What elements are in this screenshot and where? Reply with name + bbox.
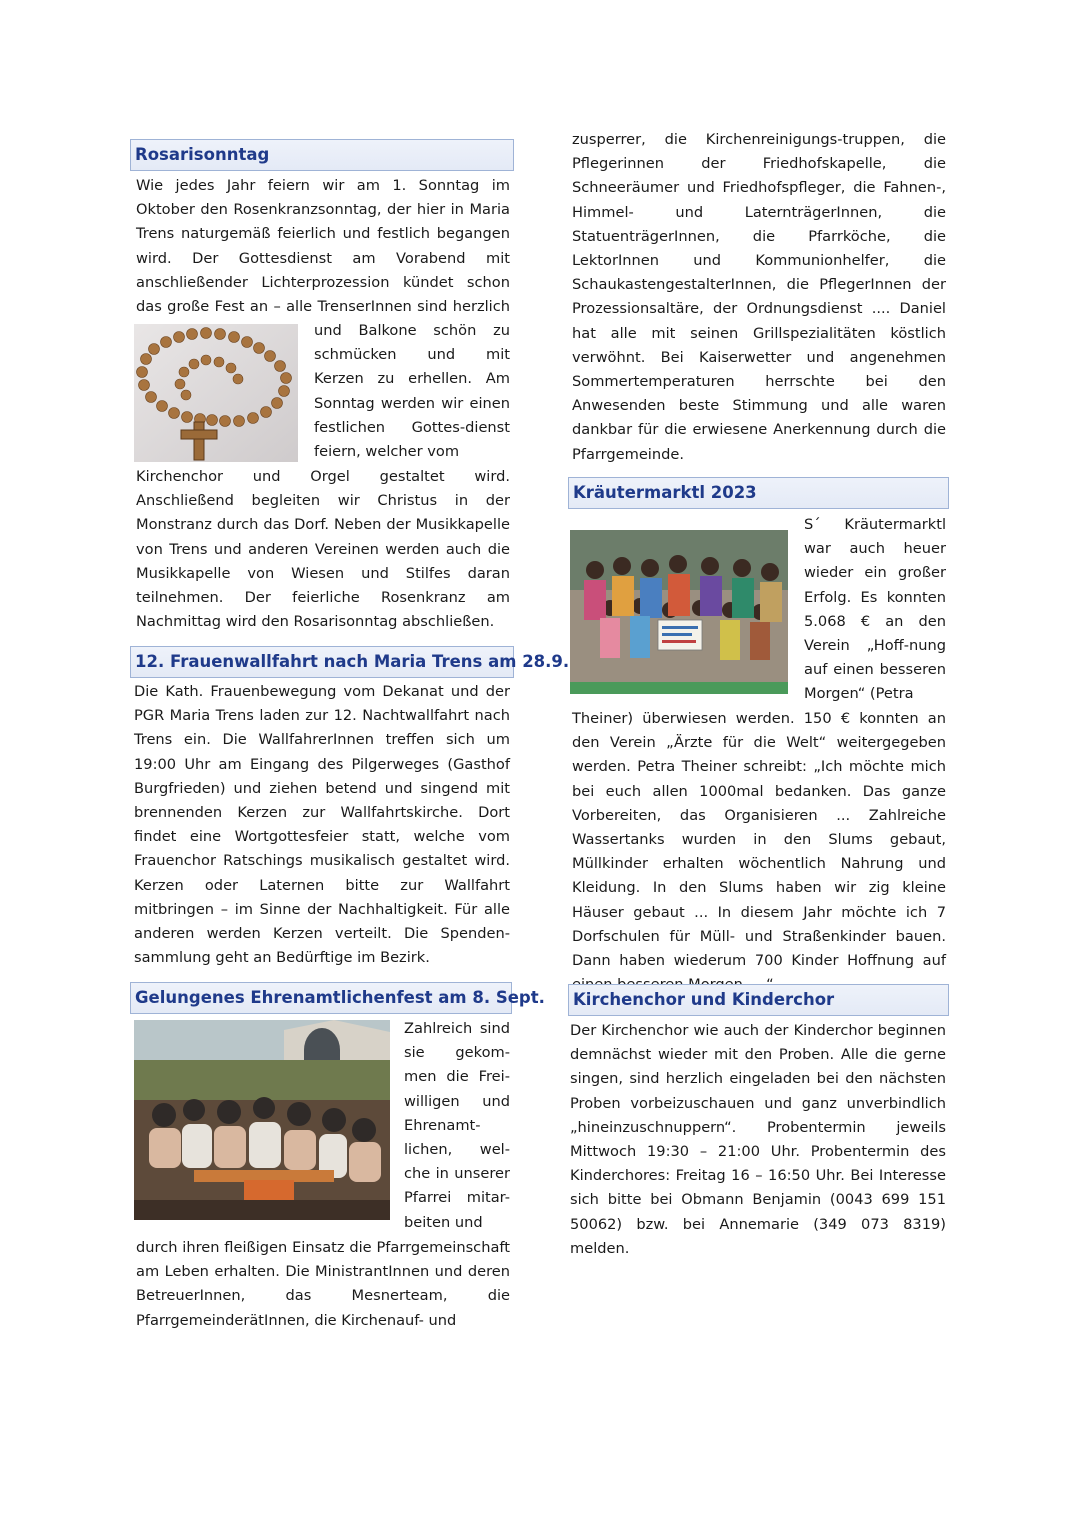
ehrenamt-paragraph-1: Zahlreich sind sie gekom-men die Frei-willigen und Ehrenamt-lichen, wel-che in unserer Pfarrei mitar-beiten und (404, 1020, 510, 1231)
rosari-paragraph-2: und Balkone schön zu schmücken und mit Kerzen zu erhellen. Am Sonntag werden wir einen festlichen Gottes-dienst feiern, welcher vom (314, 322, 510, 461)
children-photo (570, 530, 788, 694)
ehrenamt-paragraph-2: durch ihren fleißigen Einsatz die Pfarrgemeinschaft am Leben erhalten. Die MinistrantInnen und deren BetreuerInnen, das Mesnerteam, die PfarrgemeinderätInnen, die Kirchenauf- und (136, 1239, 510, 1329)
heading-kirchenchor: Kirchenchor und Kinderchor (568, 984, 949, 1016)
kraeuter-paragraph-2: Theiner) überwiesen werden. 150 € konnten an den Verein „Ärzte für die Welt“ weitergegeben werden. Petra Theiner schreibt: „Ich möchte mich bei euch allen 1000mal bedanken. Das ganze Vorbereiten, das Organisieren ... Zahlreiche Wassertanks wurden in den Slums gebaut, Müllkinder erhalten wöchentlich Nahrung und Kleidung. In den Slums haben wir zig kleine Häuser gebaut ... In diesem Jahr möchte ich 7 Dorfschulen für Müll- und Straßenkinder bauen. Dann haben wiederum 700 Kinder Hoffnung auf (572, 710, 946, 970)
rosari-paragraph-1: Wie jedes Jahr feiern wir am 1. Sonntag im Oktober den Rosenkranzsonntag, der hier in Maria Trens naturgemäß feierlich und festlich begangen wird. Der Gottesdienst am Vorabend mit anschließender Lichterprozession kündet schon das große Fest an – alle TrenserInnen sind herzlich (136, 177, 510, 316)
chor-paragraph: Der Kirchenchor wie auch der Kinderchor beginnen demnächst wieder mit den Proben. Alle die gerne singen, sind herzlich eingeladen bei den nächsten Proben vorbeizuschauen und ganz unverbindlich „hineinzuschnuppern“. Probentermin jeweils Mittwoch 19:30 – 21:00 Uhr. Probentermin des Kinderchores: Freitag 16 – 16:50 Uhr. Bei Interesse sich bitte bei Obmann Benjamin (0043 699 151 50062) bzw. bei Annemarie (349 073 8319) melden. (570, 1022, 946, 1257)
heading-frauenwallfahrt: 12. Frauenwallfahrt nach Maria Trens am 28.9. (130, 646, 514, 678)
rosari-paragraph-3: Kirchenchor und Orgel gestaltet wird. Anschließend begleiten wir Christus in der Monstranz durch das Dorf. Neben der Musikkapelle von Trens und anderen Vereinen werden auch die Musikkapelle von Wiesen und Stilfes daran teilnehmen. Der feierliche Rosenkranz am Nachmittag wird den Rosarisonntag abschließen. (136, 468, 510, 631)
heading-ehrenamtlichenfest: Gelungenes Ehrenamtlichenfest am 8. Sept. (130, 982, 512, 1014)
kraeuter-paragraph-1: S´ Kräutermarktl war auch heuer wieder ein großer Erfolg. Es konnten 5.068 € an den Verein „Hoff-nung auf einen besseren Morgen“ (Petra (804, 516, 946, 703)
heading-kraeutermarktl: Kräutermarktl 2023 (568, 477, 949, 509)
frauen-paragraph: Die Kath. Frauenbewegung vom Dekanat und der PGR Maria Trens laden zur 12. Nachtwallfahrt nach Trens ein. Die WallfahrerInnen treffen sich um 19:00 Uhr am Eingang des Pilgerweges (Gasthof Burgfrieden) und ziehen betend und singend mit brennenden Kerzen zur Wallfahrtskirche. Dort findet eine Wortgottesfeier statt, welche vom Frauenchor Ratschings musikalisch gestaltet wird. Kerzen oder Laternen bitte zur Wallfahrt mitbringen – im Sinne der Nachhaltigkeit. Für alle anderen werden Kerzen verteilt. Die Spenden-sammlung geht an Bedürftige im Bezirk. (134, 683, 510, 967)
ehrenamt-continuation: zusperrer, die Kirchenreinigungs-truppen, die Pflegerinnen der Friedhofskapelle, die Schneeräumer und Friedhofspfleger, die Fahnen-, Himmel- und LaternträgerInnen, die StatuenträgerInnen, die Pfarrköche, die LektorInnen und Kommunionhelfer, die SchaukastengestalterInnen, die PflegerInnen der Prozessionsaltäre, der Ordnungsdienst .... Daniel hat alle mit seinen Grillspezialitäten köstlich verwöhnt. Bei Kaiserwetter und angenehmen Sommertemperaturen herrschte bei den Anwesenden beste Stimmung und alle waren dankbar für die erwiesene Anerkennung durch die Pfarrgemeinde. (572, 131, 946, 463)
heading-rosarisonntag: Rosarisonntag (130, 139, 514, 171)
rosary-photo (134, 324, 298, 462)
volunteer-party-photo (134, 1020, 390, 1220)
